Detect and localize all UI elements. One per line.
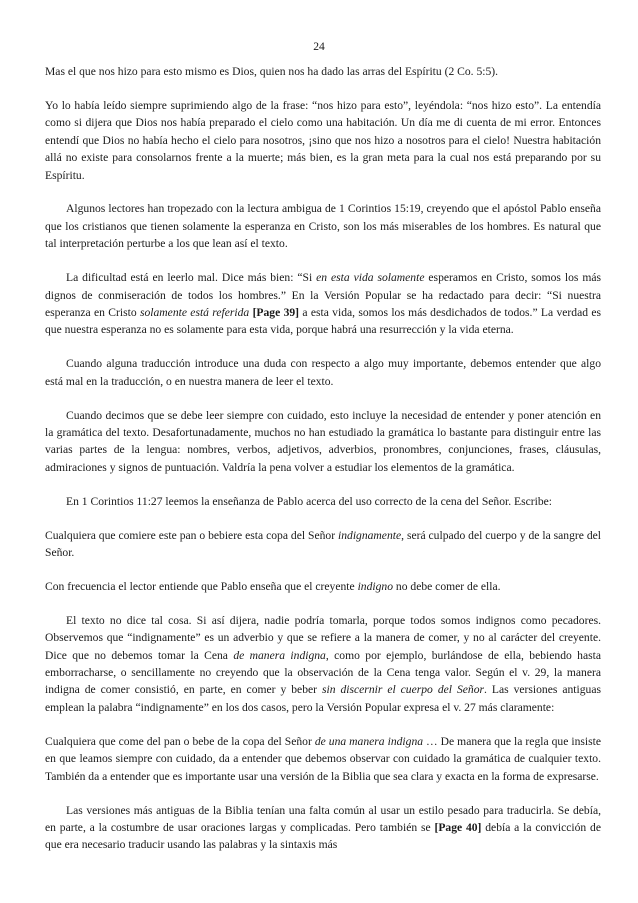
italic-emphasis: sin discernir el cuerpo del Señor: [321, 683, 485, 697]
paragraph-p11: [45, 733, 601, 785]
text-run: Cualquiera que comiere este pan o bebiere esta copa del Señor: [45, 528, 338, 542]
text-run: Mas el que nos hizo para esto mismo es Dios, quien nos ha dado las arras del Espíritu (2 Co. 5:5).: [45, 65, 499, 78]
text-run: … De manera que la regla que insiste en que leamos siempre con cuidado, da a entender que debemos observar con cuidado la gramática de cualquier texto. También da a entender que es importante usar una versión de la Biblia que sea clara y exacta en la forma de expresarse.: [45, 734, 601, 783]
paragraph-p3: [45, 200, 601, 252]
paragraph-p7: [45, 493, 601, 510]
paragraph-p12: [45, 802, 601, 854]
text-run: Yo lo había leído siempre suprimiendo algo de la frase: “nos hizo para esto”, leyéndola: “nos hizo esto”. La entendía como si dijera que Dios nos había preparado el cielo como una habitación. Un día me di cuenta de mi error. Entonces entendí que Dios no había hecho el cielo para nosotros, ¡sino que nos hizo a nosotros para el cielo! Nuestra habitación allá no existe para consolarnos frente a la muerte; más bien, es la gran meta para la cual nos está preparando por su Espíritu.: [45, 98, 601, 182]
italic-emphasis: solamente está referida: [139, 305, 250, 319]
italic-emphasis: indigno: [357, 579, 393, 593]
paragraph-p10: [45, 612, 601, 716]
text-run: La dificultad está en leerlo mal. Dice más bien: “Si: [66, 271, 317, 285]
text-run: En 1 Corintios 11:27 leemos la enseñanza de Pablo acerca del uso correcto de la cena del Señor. Escribe:: [66, 494, 553, 508]
text-run: Con frecuencia el lector entiende que Pablo enseña que el creyente: [45, 579, 358, 593]
italic-emphasis: en esta vida solamente: [316, 271, 425, 285]
page-marker: [Page 39]: [252, 305, 300, 319]
text-run: , como por ejemplo, burlándose de ella, bebiendo hasta emborracharse, o sencillamente no creyendo que la observación de la Cena tenga valor. Según el v. 29, la manera indigna de comer consistió, en parte, en comer y beber: [45, 648, 601, 697]
text-run: esperamos en Cristo, somos los más dignos de conmiseración de todos los hombres.” En la Versión Popular se ha redactado para decir: “Si nuestra esperanza en Cristo: [45, 271, 601, 319]
paragraph-p5: [45, 355, 601, 390]
page-marker: [Page 40]: [434, 820, 482, 834]
text-run: El texto no dice tal cosa. Si así dijera, nadie podría tomarla, porque todos somos indignos como pecadores. Observemos que “indignamente” es un adverbio y que se refiere a la manera de comer, y no al carácter del creyente. Dice que no debemos tomar la Cena: [45, 613, 601, 662]
paragraph-p1: [45, 63, 601, 80]
text-run: debía a la convicción de que era necesario traducir usando las palabras y la sintaxis más: [45, 820, 601, 852]
text-run: Cualquiera que come del pan o bebe de la copa del Señor: [45, 734, 315, 748]
page-number: 24: [313, 40, 325, 53]
italic-emphasis: indignamente: [338, 528, 402, 542]
paragraph-p4: [45, 269, 601, 339]
paragraph-p2: [45, 97, 601, 184]
text-run: Las versiones más antiguas de la Biblia tenían una falta común al usar un estilo pesado para traducirla. Se debía, en parte, a la costumbre de usar oraciones largas y complicadas. Pero también se: [45, 803, 601, 834]
italic-emphasis: de manera indigna: [233, 648, 326, 662]
text-run: a esta vida, somos los más desdichados de todos.” La verdad es que nuestra esperanza no es solamente para esta vida, porque habrá una resurrección y la vida eterna.: [45, 305, 602, 337]
paragraph-p9: [45, 578, 601, 595]
page-body: [45, 63, 601, 870]
paragraph-p8: [45, 527, 601, 562]
italic-emphasis: de una manera indigna: [314, 734, 424, 748]
paragraph-p6: [45, 407, 601, 477]
text-run: Algunos lectores han tropezado con la lectura ambigua de 1 Corintios 15:19, creyendo que el apóstol Pablo enseña que los cristianos que tienen solamente la esperanza en Cristo, son los más miserables de los hombres. Es natural que tal interpretación perturbe a los que lean así el texto.: [45, 202, 601, 251]
text-run: Cuando decimos que se debe leer siempre con cuidado, esto incluye la necesidad de entender y poner atención en la gramática del texto. Desafortunadamente, muchos no han estudiado la gramática lo bastante para distinguir entre las varias partes de la lengua: nombres, verbos, adjetivos, adverbios, pronombres, conjunciones, frases, cláusulas, admiraciones y signos de puntuación. Valdría la pena volver a estudiar los elementos de la gramática.: [45, 408, 601, 474]
text-run: . Las versiones antiguas emplean la palabra “indignamente” en los dos casos, pero la Versión Popular expresa el v. 27 más claramente:: [45, 683, 601, 714]
text-run: , será culpado del cuerpo y de la sangre del Señor.: [45, 528, 601, 560]
text-run: no debe comer de ella.: [393, 579, 501, 593]
text-run: Cuando alguna traducción introduce una duda con respecto a algo muy importante, debemos entender que algo está mal en la traducción, o en nuestra manera de leer el texto.: [45, 357, 601, 388]
